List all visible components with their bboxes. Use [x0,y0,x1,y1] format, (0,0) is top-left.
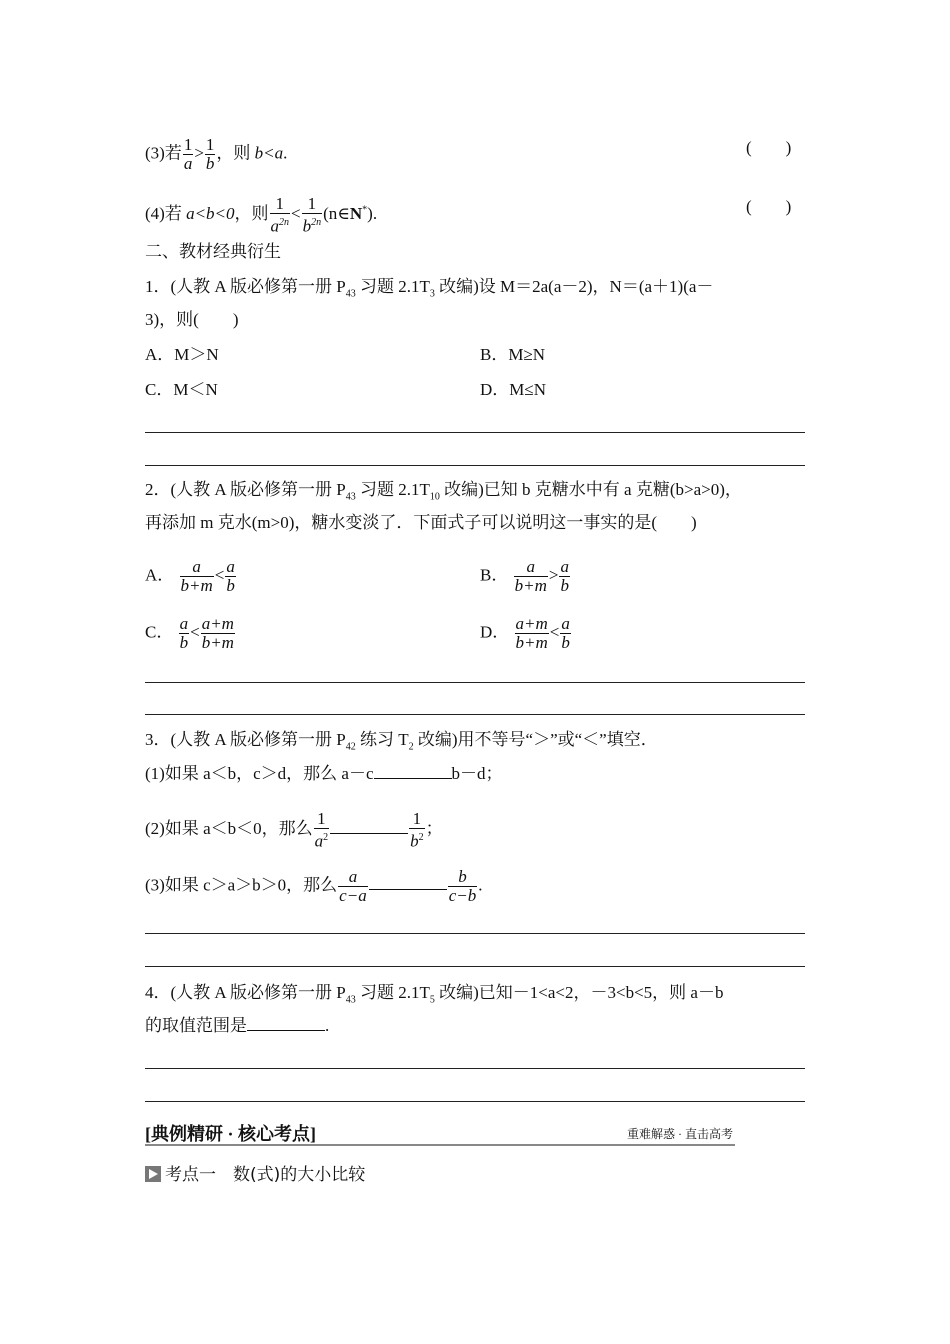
fill-blank[interactable] [330,819,408,834]
answer-line [145,1101,805,1102]
section-heading: 二、教材经典衍生 [145,242,281,262]
fill-blank[interactable] [247,1016,325,1031]
judge-item-3: (3)若 $\frac{1}{a}$ > $\frac{1}{b}$ ，则 b<a. [145,135,288,173]
q2-line1: 2．(人教 A 版必修第一册 $P_{43}$ 习题 $2.1T_{10}$ 改编)已知 b 克糖水中有 a 克糖(b>a>0)， [145,480,742,503]
answer-line [145,933,805,934]
q4-line1: 4．(人教 A 版必修第一册 $P_{43}$ 习题 $2.1T_5$ 改编)已知－1<a<2，－3<b<5，则 a－b [145,983,724,1006]
q3-part1: (1)如果 a＜b，c＞d，那么 a－c b－d； [145,764,503,783]
q1-option-a[interactable]: A．M＞N [145,345,219,364]
q3-part3: (3)如果 c＞a＞b＞0，那么 $\frac{a}{c-a}$ $\frac{b}{c-b}$ . [145,867,483,905]
answer-parens: ( ) [746,138,792,157]
q2-option-d[interactable]: D． $\frac{a+m}{b+m}$ < $\frac{a}{b}$ [480,614,570,652]
answer-line [145,682,805,683]
q2-option-c[interactable]: C． $\frac{a}{b}$ < $\frac{a+m}{b+m}$ [145,614,234,652]
q3-part2: (2)如果 a＜b＜0，那么 $\frac{1}{a^2}$ $\frac{1}{b^2}$ ； [145,809,443,851]
answer-line [145,966,805,967]
fill-blank[interactable] [369,875,447,890]
answer-line [145,714,805,715]
q4-line2: 的取值范围是 . [145,1016,330,1035]
answer-line [145,1068,805,1069]
q1-option-d[interactable]: D．M≤N [480,380,546,399]
q3-line1: 3．(人教 A 版必修第一册 $P_{42}$ 练习 $T_2$ 改编)用不等号“＞”或“＜”填空． [145,730,658,753]
q1-line2: 3)，则( ) [145,310,239,329]
answer-parens: ( ) [746,197,792,216]
judge-item-4: (4)若 a<b<0，则 $\frac{1}{a^{2n}}$ < $\frac{1}{b^{2n}}$ (n∈N*). [145,194,378,236]
q1-option-b[interactable]: B．M≥N [480,345,546,364]
section-subtitle: 重难解惑 · 直击高考 [627,1127,733,1141]
q1-option-c[interactable]: C．M＜N [145,380,218,399]
q2-option-a[interactable]: A． $\frac{a}{b+m}$ < $\frac{a}{b}$ [145,557,235,595]
answer-line [145,432,805,433]
kaodian-heading: 考点一 数(式)的大小比较 [145,1160,365,1185]
q1-line1: 1．(人教 A 版必修第一册 $P_{43}$ 习题 $2.1T_3$ 改编)设 M＝2a(a－2)，N＝(a＋1)(a－ [145,277,714,300]
q2-option-b[interactable]: B． $\frac{a}{b+m}$ > $\frac{a}{b}$ [480,557,569,595]
q2-line2: 再添加 m 克水(m>0)，糖水变淡了．下面式子可以说明这一事实的是( ) [145,513,697,532]
answer-line [145,465,805,466]
fill-blank[interactable] [374,764,452,779]
section-banner: [典例精研 · 核心考点] 重难解惑 · 直击高考 [145,1120,735,1146]
play-triangle-icon [145,1166,161,1182]
